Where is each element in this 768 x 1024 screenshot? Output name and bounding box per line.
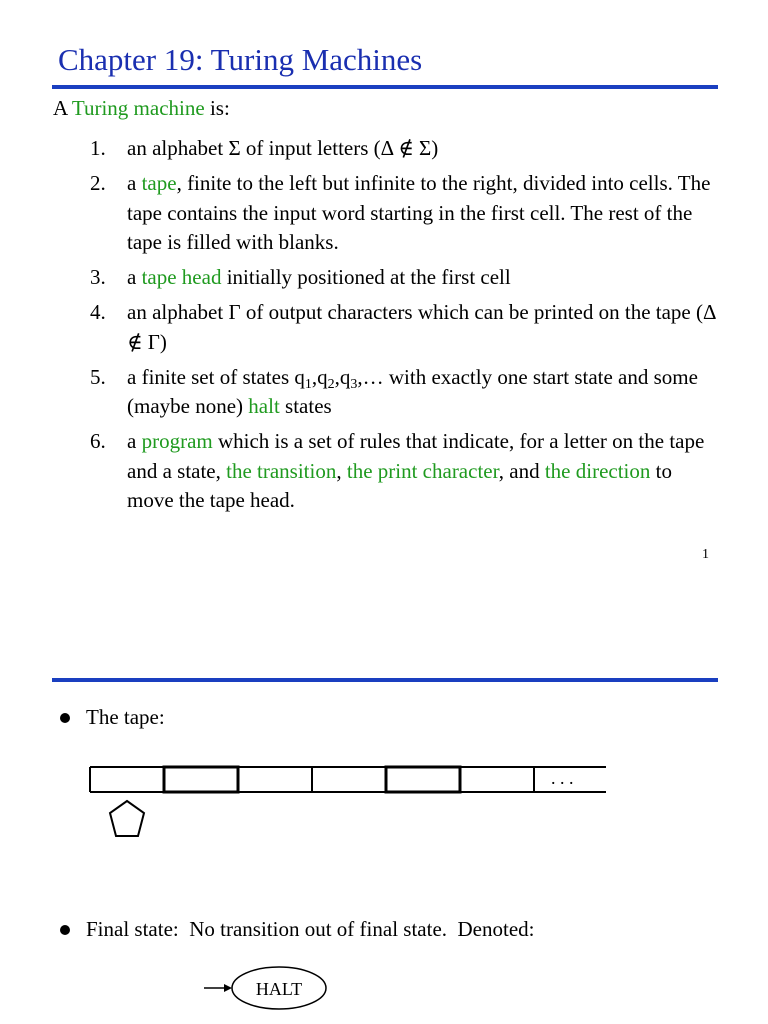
item-number: 5.	[90, 364, 106, 389]
tape-cell-bold	[386, 767, 460, 792]
halt-label: HALT	[255, 979, 303, 999]
item-text: a program which is a set of rules that indicate, for a letter on the tape and a state, the transition, the print character, and the direction to move the tape head.	[127, 429, 705, 512]
item-text: an alphabet Σ of input letters (Δ ∉ Σ)	[127, 136, 439, 160]
page-title: Chapter 19: Turing Machines	[58, 42, 423, 77]
tape-ellipsis: . . .	[551, 768, 574, 788]
final-state-bullet	[60, 917, 535, 942]
halt-arrowhead-icon	[224, 984, 232, 992]
item-number: 1.	[90, 136, 106, 160]
item-number: 6.	[90, 429, 106, 453]
item-number: 4.	[90, 300, 106, 324]
tape-label: The tape:	[86, 705, 165, 729]
item-text: an alphabet Γ of output characters which can be printed on the tape (Δ ∉ Γ)	[127, 300, 716, 354]
tape-head-icon	[110, 801, 144, 836]
intro-suffix: is:	[204, 96, 230, 120]
bullet-dot	[60, 925, 70, 935]
intro-term: Turing machine	[71, 96, 205, 120]
intro-prefix: A	[53, 96, 72, 120]
item-number: 3.	[90, 265, 106, 289]
item-text: a finite set of states $q_1,q_2,q_3,\dots$ with exactly one start state and some (maybe none) halt states	[127, 364, 698, 418]
page-number: 1	[702, 547, 709, 562]
tape-cell-bold	[164, 767, 238, 792]
item-text: a tape, finite to the left but infinite to the right, divided into cells. The tape contains the input word starting in the first cell. The rest of the tape is filled with blanks.	[127, 171, 711, 254]
final-state-text: Final state: No transition out of final state. Denoted:	[86, 917, 535, 941]
item-text: a tape head initially positioned at the first cell	[127, 265, 511, 289]
item-number: 2.	[90, 171, 106, 195]
